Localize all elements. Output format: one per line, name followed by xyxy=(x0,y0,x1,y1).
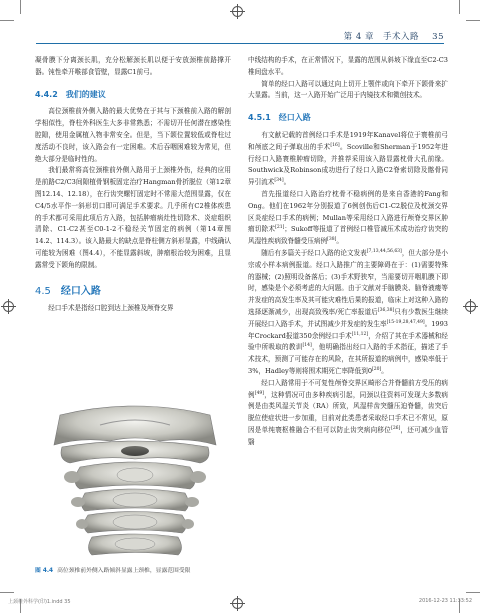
registration-mark-bottom xyxy=(232,598,243,609)
citation: [49] xyxy=(254,390,265,396)
right-column xyxy=(248,55,448,449)
citation: [21] xyxy=(275,225,285,231)
crop-mark xyxy=(0,20,14,21)
citation: [38] xyxy=(327,236,337,242)
text: 有文献记载的首例经口手术是1919年Kanavel将位于寰椎前弓和颅底之间子弹取出的手术 xyxy=(248,130,448,151)
citation: [7,13,44,56,63] xyxy=(366,248,402,254)
spine-illustration xyxy=(40,405,230,560)
section-title: 经口入路 xyxy=(60,285,101,297)
section-heading-4-4-2: 4.4.2 我们的建议 xyxy=(35,89,106,99)
running-head xyxy=(344,30,444,42)
crop-mark xyxy=(466,20,480,21)
section-number: 4.5 xyxy=(35,285,51,297)
citation: [11,12] xyxy=(351,331,369,337)
registration-mark-left xyxy=(3,301,14,312)
paragraph: 我们最常将高位颈椎前外侧入路用于上颈椎外伤，经典的应用是前路C2/C3间隙植骨钢板固定治疗Hangman骨折脱位（第12章图12.14、12.18），在行齿突螺钉固定时不常需大范围显露，仅在C4/5水平作一斜形切口即可满足手术要求。几乎所有C2椎体疾患的手术都可采用此项后方入路，包括肿瘤病灶性切除术、炎症组织清除、C1-C2甚至C0-1-2不稳经关节固定的病例（第14章图14.2、114.3）。该入路最大的缺点是脊柱侧方斜形显露，中线确认可能较为困难（图4.4），不能显露斜坡，肿瘤根治较为困难，且显露常受下颌角的限制。 xyxy=(35,166,231,269)
text: 首先报道经口入路治疗枕骨不稳病例的是来自香港的Fang和Ong。他们在1962年分别报道了6例创伤后C1-C2脱位及枕颈交界区炎症经口手术的病例；Mullan等采用经口入路进行颅脊交界区肿瘤切除术 xyxy=(248,189,448,234)
paragraph xyxy=(248,248,448,378)
text: 。 xyxy=(336,237,343,246)
figure-label: 图 4.4 xyxy=(35,568,54,574)
text: 只有少数医生继续开展经口入路手术，并试图减少并发症的发生率 xyxy=(248,307,448,328)
section-heading-4-5-1: 4.5.1 经口入路 xyxy=(248,113,311,123)
text: ，介绍了其在手术器械和经验中所吸取的教训 xyxy=(248,331,448,352)
figure-caption-text: 高位颈椎前外侧入路倾斜显露上颈椎，显露范围受限 xyxy=(57,568,191,574)
text: 。 xyxy=(283,178,291,187)
crop-mark xyxy=(20,0,21,14)
citation: [26] xyxy=(391,425,401,431)
citation: [14] xyxy=(302,343,312,349)
paragraph: 凝骨膜下分离颈长肌，充分松解颈长肌以便于安放颈椎前路撑开器。钝性牵开喉部食管壁，显露C1前弓。 xyxy=(35,56,231,76)
paragraph: 中线结构的手术，在正常情况下，显露的范围从斜坡下缘直至C2-C3椎间盘水平。 xyxy=(248,56,448,76)
text: ，还可减少血管翳 xyxy=(248,425,448,446)
crop-mark xyxy=(459,0,460,14)
text: ，他明确指出经口入路的手术指征，描述了手术技术，预测了可能存在的风险，在其所报道的病例中，感染率低于3%，Hadley等则将围术期死亡率降低到0 xyxy=(248,343,448,375)
text: ；Sukoff等报道了首例经口椎管减压术成功治疗齿突的风湿性疾病致脊髓受压病例 xyxy=(248,225,448,246)
registration-mark-right xyxy=(465,301,476,312)
paragraph xyxy=(248,378,448,449)
citation: [36,38] xyxy=(377,307,395,313)
footer-file-slug: 上颈椎外科学(印)1.indd 35 xyxy=(8,599,71,605)
text: ，但大部分是小宗或小样本病例报道。经口入路推广的主要障碍在于：(1)需要特殊的器械；(2)照明设备落后；(3)手术野狭窄，当需要切开咽肌膜下即时，感染是个必须考虑的大问题。由于文献对手脑膜炎、脑脊液瘘等并发症的高发生率及其可能灾难性后果的报道，临床上对这种入路的选择逐渐减少，出现高致残率/死亡率报道后 xyxy=(248,248,449,316)
paragraph: 经口手术是指经口腔到达上颈椎及颅脊交界 xyxy=(48,304,174,313)
crop-mark xyxy=(466,592,480,593)
text: 。1993年Crockard报道350余例经口手术 xyxy=(248,319,449,340)
section-heading-4-5 xyxy=(35,286,231,298)
paragraph xyxy=(248,130,448,189)
crop-mark xyxy=(0,592,14,593)
text: 随后有多篇关于经口入路的论文发表 xyxy=(261,248,367,257)
citation: [20] xyxy=(372,366,382,372)
paragraph xyxy=(248,189,448,248)
figure-spine-image xyxy=(40,405,230,560)
left-column xyxy=(35,55,231,315)
page-number: 35 xyxy=(432,32,444,42)
citation: [15-19,28,47,49] xyxy=(386,319,425,325)
text: 经口入路常用于不可复性颅脊交界区畸形合并脊髓前方受压的病例 xyxy=(248,378,448,399)
header-rule xyxy=(36,43,444,44)
text: 。Scoville和Sherman于1952年进行经口入路寰椎肿瘤切除，并推荐采用该入路显露枕骨大孔前缘。Southwick及Robinson成功进行了经口入路C2脊索切除及髂骨同异引流术 xyxy=(248,142,448,187)
text: ，这种情况可由多种疾病引起，同颈以往资料可发现大多数病例是由类风湿关节炎（RA）所致，风湿样齿突髓压迫脊髓，齿突后脱位使症状进一步加重，目前对此类患者采取经口手术已不常见，原因是单纯寰枢椎融合不但可以防止齿突病向移位 xyxy=(248,390,448,434)
footer-timestamp: 2016-12-23 11:33:52 xyxy=(418,598,472,604)
citation: [34] xyxy=(274,177,284,183)
registration-mark-top xyxy=(232,6,243,17)
chapter-title: 第 4 章 手术入路 xyxy=(343,32,419,42)
paragraph: 高位颈椎前外侧入路的最大优势在于其与下颈椎前入路的解剖学相似性，脊柱外科医生大多非常熟悉；不需切开任何潜在感染性腔隙，使用金属植入物非常安全。但是，当下颌位置较低或脊柱过度活动不良时，该入路会有一定困难。术后吞咽困难较为常见，但绝大部分是临时性的。 xyxy=(35,107,231,163)
citation: [16] xyxy=(330,142,340,148)
text: 。 xyxy=(381,366,388,375)
figure-caption xyxy=(35,565,235,574)
paragraph: 简单的经口入路可以通过向上切开上颚伴或向下牵开下颌骨来扩大显露。当前，这一入路开始广泛用于内镜技术和微创技术。 xyxy=(248,79,448,100)
